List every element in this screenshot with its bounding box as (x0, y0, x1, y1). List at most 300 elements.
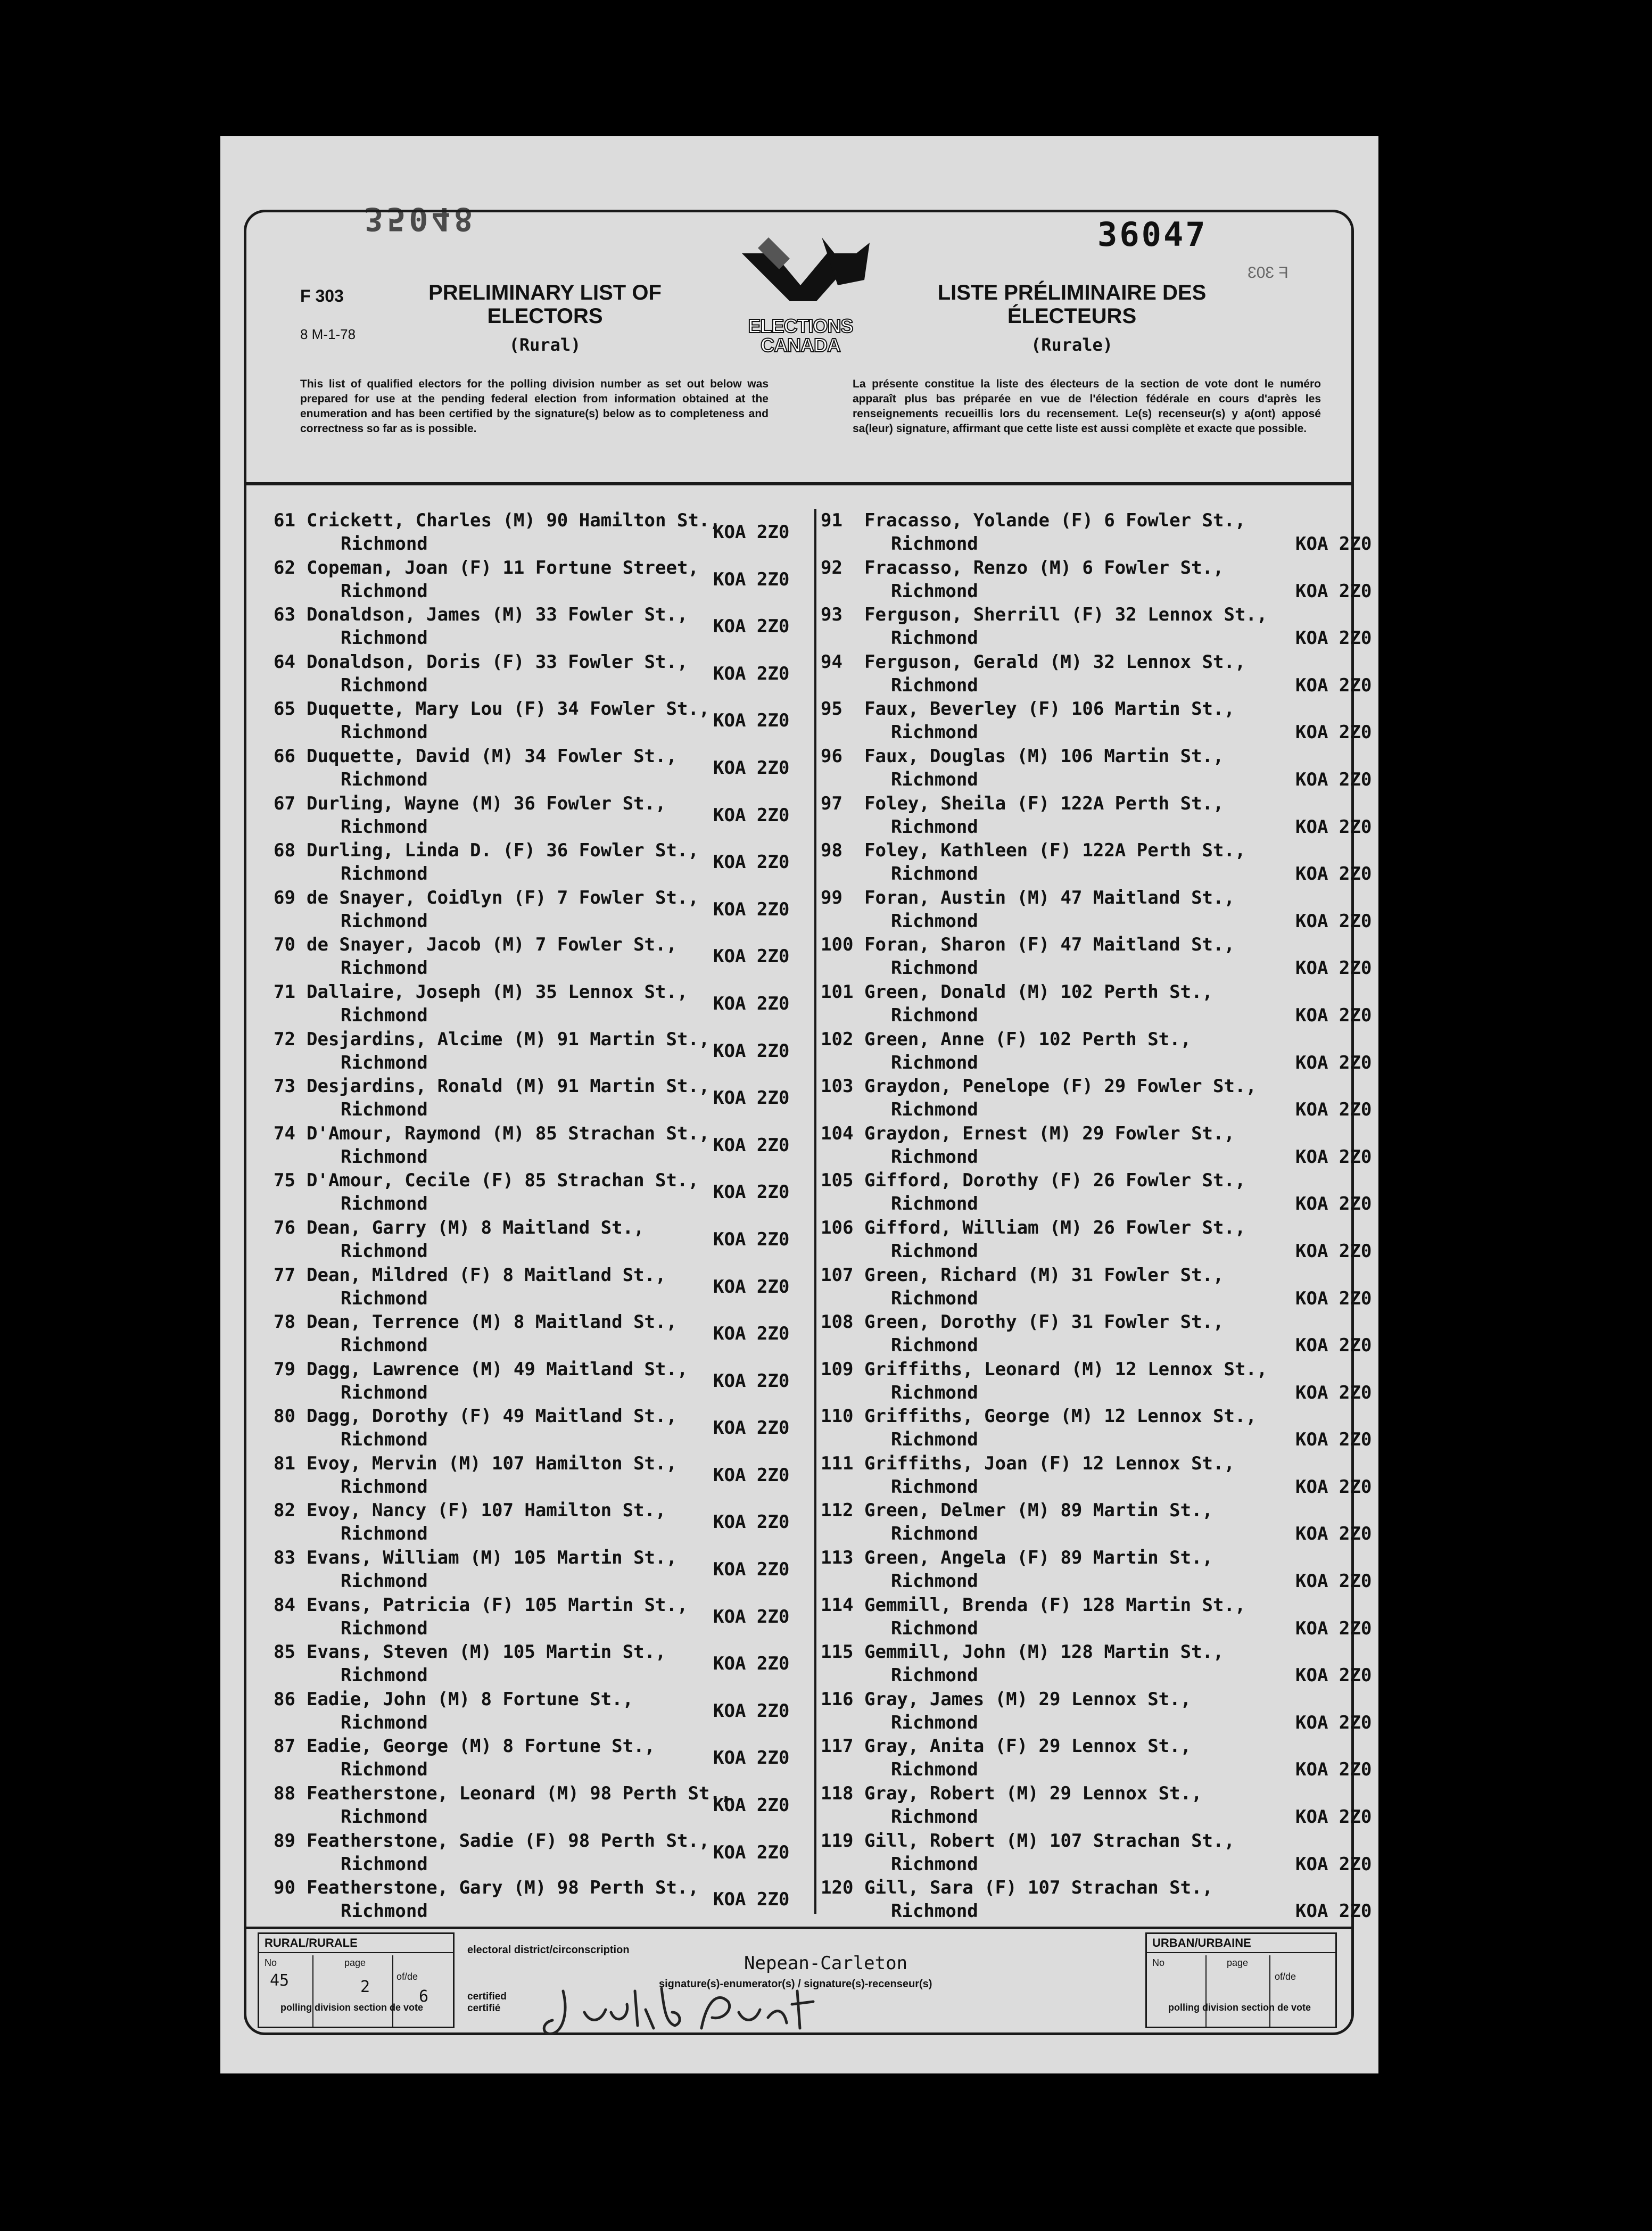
of-label: of/de (397, 1971, 418, 1982)
elector-postal-code: KOA 2Z0 (1295, 580, 1372, 602)
elector-name-address: D'Amour, Raymond (M) 85 Strachan St., (307, 1122, 710, 1144)
elector-number: 111 (821, 1452, 854, 1474)
elector-number: 112 (821, 1500, 854, 1522)
elector-name-address: Durling, Linda D. (F) 36 Fowler St., (307, 840, 699, 862)
elector-name-address: Dean, Terrence (M) 8 Maitland St., (307, 1311, 677, 1333)
elector-entry (821, 1829, 1372, 1877)
elector-number: 108 (821, 1311, 854, 1333)
elector-town: Richmond (341, 1335, 428, 1357)
elector-entry (274, 1876, 816, 1923)
elector-postal-code: KOA 2Z0 (1295, 674, 1372, 696)
elector-number: 99 (821, 887, 842, 908)
elector-postal-code: KOA 2Z0 (713, 804, 790, 826)
elector-number: 106 (821, 1217, 854, 1238)
elector-name-address: Faux, Beverley (F) 106 Martin St., (864, 698, 1235, 720)
urban-of-label: of/de (1275, 1971, 1296, 1982)
elector-town: Richmond (891, 1146, 978, 1168)
title-french-sub: (Rurale) (1030, 335, 1113, 355)
elector-entry (821, 933, 1372, 980)
elector-postal-code: KOA 2Z0 (1295, 1665, 1372, 1687)
elector-postal-code: KOA 2Z0 (713, 1276, 790, 1298)
elector-number: 79 (274, 1358, 295, 1380)
elector-name-address: Durling, Wayne (M) 36 Fowler St., (307, 792, 666, 814)
elector-town: Richmond (341, 1429, 428, 1451)
elector-postal-code: KOA 2Z0 (713, 1134, 790, 1156)
elector-name-address: Foley, Kathleen (F) 122A Perth St., (864, 840, 1246, 862)
elector-number: 64 (274, 651, 295, 673)
elector-postal-code: KOA 2Z0 (1295, 1806, 1372, 1828)
elector-town: Richmond (891, 1853, 978, 1875)
elector-entry (821, 1546, 1372, 1593)
urban-page-label: page (1227, 1957, 1249, 1968)
elector-town: Richmond (891, 1806, 978, 1828)
elector-entry (821, 1452, 1372, 1499)
elector-postal-code: KOA 2Z0 (713, 898, 790, 920)
box-divider (312, 1955, 313, 2028)
elector-postal-code: KOA 2Z0 (713, 1795, 790, 1816)
elector-number: 94 (821, 651, 842, 673)
elector-name-address: Faux, Douglas (M) 106 Martin St., (864, 745, 1224, 767)
elector-entry (821, 603, 1372, 650)
elector-postal-code: KOA 2Z0 (713, 1747, 790, 1769)
elector-town: Richmond (891, 1193, 978, 1215)
elector-entry (274, 1122, 816, 1169)
box-divider (1269, 1955, 1270, 2028)
elector-number: 84 (274, 1594, 295, 1616)
elector-entry (274, 650, 816, 698)
elector-number: 107 (821, 1264, 854, 1286)
elector-number: 80 (274, 1406, 295, 1427)
elector-number: 78 (274, 1311, 295, 1333)
elector-town: Richmond (891, 1617, 978, 1639)
elector-name-address: Green, Anne (F) 102 Perth St., (864, 1028, 1192, 1050)
notice-english: This list of qualified electors for the polling division number as set out below was prepared for use at the pending federal election from information obtained at the enumeration and has been certified by the signature(s) below as to completeness and correctness so far as is possible. (300, 378, 769, 435)
elector-number: 104 (821, 1122, 854, 1144)
elector-postal-code: KOA 2Z0 (713, 1228, 790, 1250)
elector-postal-code: KOA 2Z0 (1295, 533, 1372, 555)
elector-postal-code: KOA 2Z0 (713, 522, 790, 543)
elector-entry (274, 1358, 816, 1405)
elector-number: 91 (821, 510, 842, 531)
elector-number: 109 (821, 1358, 854, 1380)
elector-postal-code: KOA 2Z0 (1295, 1287, 1372, 1309)
elector-town: Richmond (891, 1476, 978, 1498)
elector-number: 116 (821, 1688, 854, 1710)
elector-name-address: Gill, Sara (F) 107 Strachan St., (864, 1877, 1213, 1899)
elector-entry (821, 1734, 1372, 1782)
elector-entry (821, 1263, 1372, 1311)
elector-number: 63 (274, 604, 295, 626)
elector-town: Richmond (341, 1146, 428, 1168)
notice-french: La présente constitue la liste des électeurs de la section de vote dont le numéro apparaît plus bas préparée en vue de l'élection fédérale en cours d'après les renseignements recueillis lors du recensement. Le(s) recenseur(s) y a(ont) apposé sa(leur) signature, affirmant que cette liste est aussi complète et exacte que possible. (853, 378, 1321, 435)
elector-number: 73 (274, 1076, 295, 1097)
elector-entry (274, 1734, 816, 1782)
header-divider (244, 482, 1354, 485)
elector-entry (821, 1216, 1372, 1263)
elector-town: Richmond (891, 1429, 978, 1451)
elector-postal-code: KOA 2Z0 (713, 1417, 790, 1439)
elector-entry (821, 1782, 1372, 1829)
elector-postal-code: KOA 2Z0 (1295, 1052, 1372, 1073)
elector-number: 110 (821, 1406, 854, 1427)
elector-number: 75 (274, 1170, 295, 1192)
elector-entry (821, 1876, 1372, 1923)
elector-name-address: Dagg, Lawrence (M) 49 Maitland St., (307, 1358, 688, 1380)
elector-number: 102 (821, 1028, 854, 1050)
elector-number: 95 (821, 698, 842, 720)
box-divider (1205, 1955, 1207, 2028)
elector-name-address: Dean, Garry (M) 8 Maitland St., (307, 1217, 645, 1238)
elector-name-address: Gray, Anita (F) 29 Lennox St., (864, 1736, 1192, 1757)
elector-name-address: Dean, Mildred (F) 8 Maitland St., (307, 1264, 666, 1286)
elector-town: Richmond (341, 1004, 428, 1026)
elector-postal-code: KOA 2Z0 (713, 1889, 790, 1911)
elector-town: Richmond (341, 1052, 428, 1073)
elector-number: 74 (274, 1122, 295, 1144)
elector-entry (821, 697, 1372, 745)
elector-entry (821, 745, 1372, 792)
elector-entry (821, 1122, 1372, 1169)
elector-town: Richmond (341, 533, 428, 555)
elector-number: 93 (821, 604, 842, 626)
elector-town: Richmond (341, 1806, 428, 1828)
elector-number: 66 (274, 745, 295, 767)
title-english (396, 281, 694, 357)
elector-postal-code: KOA 2Z0 (1295, 627, 1372, 649)
box-divider (392, 1955, 393, 2028)
elector-name-address: Green, Dorothy (F) 31 Fowler St., (864, 1311, 1224, 1333)
elector-name-address: Featherstone, Gary (M) 98 Perth St., (307, 1877, 699, 1899)
elector-entry (274, 980, 816, 1028)
elector-postal-code: KOA 2Z0 (1295, 1853, 1372, 1875)
elector-town: Richmond (891, 957, 978, 979)
elector-town: Richmond (891, 1571, 978, 1592)
elector-town: Richmond (891, 1335, 978, 1357)
elector-town: Richmond (891, 910, 978, 932)
elector-entry (274, 1688, 816, 1735)
elector-postal-code: KOA 2Z0 (713, 993, 790, 1014)
elector-town: Richmond (891, 1287, 978, 1309)
elector-number: 96 (821, 745, 842, 767)
elector-postal-code: KOA 2Z0 (713, 1087, 790, 1109)
elector-postal-code: KOA 2Z0 (713, 1841, 790, 1863)
elector-town: Richmond (341, 1382, 428, 1403)
elector-number: 113 (821, 1547, 854, 1569)
elector-name-address: Duquette, Mary Lou (F) 34 Fowler St., (307, 698, 710, 720)
elector-town: Richmond (891, 627, 978, 649)
elector-town: Richmond (341, 1712, 428, 1733)
form-footer (244, 1927, 1354, 2036)
elector-town: Richmond (341, 910, 428, 932)
elector-number: 117 (821, 1736, 854, 1757)
elector-entry (821, 509, 1372, 556)
elector-name-address: Ferguson, Gerald (M) 32 Lennox St., (864, 651, 1246, 673)
elector-town: Richmond (341, 1901, 428, 1922)
elector-postal-code: KOA 2Z0 (713, 1606, 790, 1627)
elector-town: Richmond (891, 1004, 978, 1026)
certified-label: certified certifié (467, 1991, 507, 2014)
elector-number: 115 (821, 1641, 854, 1663)
elector-name-address: Evans, William (M) 105 Martin St., (307, 1547, 677, 1569)
title-english-text: PRELIMINARY LIST OF ELECTORS (428, 281, 662, 328)
elector-name-address: Duquette, David (M) 34 Fowler St., (307, 745, 677, 767)
elector-name-address: Foran, Sharon (F) 47 Maitland St., (864, 934, 1235, 956)
elector-list-right (821, 509, 1372, 1923)
elector-number: 89 (274, 1830, 295, 1852)
elector-postal-code: KOA 2Z0 (713, 757, 790, 779)
elector-name-address: Evans, Steven (M) 105 Martin St., (307, 1641, 666, 1663)
page-total: 6 (419, 1987, 429, 2006)
elector-name-address: Desjardins, Ronald (M) 91 Martin St., (307, 1076, 710, 1097)
elector-town: Richmond (891, 1712, 978, 1733)
elector-name-address: Fracasso, Renzo (M) 6 Fowler St., (864, 557, 1224, 579)
district-name: Nepean-Carleton (744, 1953, 908, 1974)
elector-entry (274, 1499, 816, 1546)
elector-postal-code: KOA 2Z0 (1295, 1523, 1372, 1545)
elector-town: Richmond (891, 863, 978, 885)
elector-name-address: Green, Donald (M) 102 Perth St., (864, 981, 1213, 1003)
elector-number: 118 (821, 1783, 854, 1805)
elector-town: Richmond (891, 1240, 978, 1262)
elector-entry (274, 1546, 816, 1593)
elector-entry (274, 933, 816, 980)
elector-postal-code: KOA 2Z0 (1295, 1571, 1372, 1592)
elector-postal-code: KOA 2Z0 (1295, 910, 1372, 932)
elector-number: 105 (821, 1170, 854, 1192)
elector-town: Richmond (341, 722, 428, 743)
elector-name-address: Ferguson, Sherrill (F) 32 Lennox St., (864, 604, 1268, 626)
page-label: page (344, 1957, 366, 1968)
elector-number: 69 (274, 887, 295, 908)
elector-number: 82 (274, 1500, 295, 1522)
elector-name-address: Donaldson, James (M) 33 Fowler St., (307, 604, 688, 626)
elector-name-address: Gemmill, John (M) 128 Martin St., (864, 1641, 1224, 1663)
elector-entry (274, 1216, 816, 1263)
elector-entry (821, 1075, 1372, 1122)
elector-number: 67 (274, 792, 295, 814)
elector-postal-code: KOA 2Z0 (1295, 1004, 1372, 1026)
elector-town: Richmond (341, 1665, 428, 1687)
elector-name-address: Gray, James (M) 29 Lennox St., (864, 1688, 1192, 1710)
elector-number: 120 (821, 1877, 854, 1899)
elector-name-address: Desjardins, Alcime (M) 91 Martin St., (307, 1028, 710, 1050)
elector-postal-code: KOA 2Z0 (713, 852, 790, 873)
elector-town: Richmond (341, 1523, 428, 1545)
title-english-sub: (Rural) (509, 335, 581, 355)
elector-name-address: de Snayer, Coidlyn (F) 7 Fowler St., (307, 887, 699, 908)
elector-name-address: Eadie, John (M) 8 Fortune St., (307, 1688, 634, 1710)
elector-name-address: Griffiths, George (M) 12 Lennox St., (864, 1406, 1257, 1427)
rural-title: RURAL/RURALE (259, 1934, 453, 1953)
page-number: 2 (360, 1978, 370, 1996)
elector-number: 72 (274, 1028, 295, 1050)
elector-entry (821, 1310, 1372, 1358)
title-french-text: LISTE PRÉLIMINAIRE DES ÉLECTEURS (937, 281, 1207, 328)
elector-postal-code: KOA 2Z0 (713, 1040, 790, 1062)
logo-word-canada: CANADA (761, 334, 840, 356)
elector-town: Richmond (341, 1099, 428, 1121)
elector-number: 81 (274, 1452, 295, 1474)
elector-postal-code: KOA 2Z0 (713, 616, 790, 638)
elector-number: 77 (274, 1264, 295, 1286)
elector-name-address: Graydon, Penelope (F) 29 Fowler St., (864, 1076, 1257, 1097)
logo-x-mark-icon (710, 232, 891, 323)
elector-postal-code: KOA 2Z0 (713, 1181, 790, 1203)
elector-postal-code: KOA 2Z0 (713, 1700, 790, 1722)
elector-town: Richmond (891, 1523, 978, 1545)
elector-entry (274, 1452, 816, 1499)
elector-postal-code: KOA 2Z0 (713, 663, 790, 684)
elector-name-address: Graydon, Ernest (M) 29 Fowler St., (864, 1122, 1235, 1144)
elector-entry (274, 697, 816, 745)
elector-name-address: Green, Angela (F) 89 Martin St., (864, 1547, 1213, 1569)
document-sheet (220, 136, 1378, 2073)
urban-polling-division-label: polling division section de vote (1168, 2002, 1311, 2013)
elector-name-address: Featherstone, Sadie (F) 98 Perth St., (307, 1830, 710, 1852)
elector-entry (821, 1593, 1372, 1641)
elector-name-address: Green, Delmer (M) 89 Martin St., (864, 1500, 1213, 1522)
elector-number: 101 (821, 981, 854, 1003)
elector-town: Richmond (341, 863, 428, 885)
elector-number: 88 (274, 1783, 295, 1805)
elector-name-address: Griffiths, Joan (F) 12 Lennox St., (864, 1452, 1235, 1474)
elector-town: Richmond (341, 957, 428, 979)
elector-name-address: Fracasso, Yolande (F) 6 Fowler St., (864, 510, 1246, 531)
elector-postal-code: KOA 2Z0 (1295, 1193, 1372, 1215)
elector-town: Richmond (341, 1571, 428, 1592)
elector-number: 97 (821, 792, 842, 814)
district-label: electoral district/circonscription (467, 1944, 630, 1956)
elector-entry (821, 886, 1372, 933)
elector-name-address: Dallaire, Joseph (M) 35 Lennox St., (307, 981, 688, 1003)
elector-number: 86 (274, 1688, 295, 1710)
elector-entry (274, 1169, 816, 1216)
elector-number: 92 (821, 557, 842, 579)
elector-entry (274, 509, 816, 556)
elector-name-address: Dagg, Dorothy (F) 49 Maitland St., (307, 1406, 677, 1427)
elector-name-address: Evans, Patricia (F) 105 Martin St., (307, 1594, 688, 1616)
elector-town: Richmond (341, 1193, 428, 1215)
elector-name-address: Donaldson, Doris (F) 33 Fowler St., (307, 651, 688, 673)
elector-town: Richmond (891, 580, 978, 602)
elector-name-address: Copeman, Joan (F) 11 Fortune Street, (307, 557, 699, 579)
elector-postal-code: KOA 2Z0 (1295, 1099, 1372, 1121)
elector-entry (274, 1593, 816, 1641)
elector-postal-code: KOA 2Z0 (713, 1370, 790, 1392)
elector-name-address: Gemmill, Brenda (F) 128 Martin St., (864, 1594, 1246, 1616)
elector-entry (274, 556, 816, 604)
elector-number: 62 (274, 557, 295, 579)
elector-number: 68 (274, 840, 295, 862)
elector-town: Richmond (341, 627, 428, 649)
elector-entry (274, 1829, 816, 1877)
serial-number-ghost: 35048 (364, 200, 476, 237)
elector-postal-code: KOA 2Z0 (1295, 816, 1372, 838)
elector-town: Richmond (341, 1853, 428, 1875)
elector-town: Richmond (891, 674, 978, 696)
elector-town: Richmond (341, 674, 428, 696)
elector-town: Richmond (891, 533, 978, 555)
elector-name-address: Crickett, Charles (M) 90 Hamilton St., (307, 510, 721, 531)
elector-entry (821, 1499, 1372, 1546)
elector-town: Richmond (341, 769, 428, 790)
elector-name-address: Foley, Sheila (F) 122A Perth St., (864, 792, 1224, 814)
title-french (918, 281, 1226, 357)
elector-entry (821, 1404, 1372, 1452)
division-number: 45 (270, 1971, 290, 1990)
elector-postal-code: KOA 2Z0 (1295, 1901, 1372, 1922)
elector-postal-code: KOA 2Z0 (1295, 1382, 1372, 1403)
elector-postal-code: KOA 2Z0 (713, 1653, 790, 1675)
elector-town: Richmond (341, 816, 428, 838)
elector-entry (274, 886, 816, 933)
elector-entry (274, 745, 816, 792)
elector-number: 83 (274, 1547, 295, 1569)
elector-town: Richmond (341, 1287, 428, 1309)
elector-number: 65 (274, 698, 295, 720)
elector-town: Richmond (341, 1476, 428, 1498)
elector-postal-code: KOA 2Z0 (713, 946, 790, 968)
elector-town: Richmond (341, 1240, 428, 1262)
elector-town: Richmond (341, 1617, 428, 1639)
serial-number: 36047 (1097, 215, 1208, 254)
elector-postal-code: KOA 2Z0 (1295, 1146, 1372, 1168)
elector-name-address: Gray, Robert (M) 29 Lennox St., (864, 1783, 1202, 1805)
elector-town: Richmond (891, 1759, 978, 1781)
elector-postal-code: KOA 2Z0 (713, 568, 790, 590)
urban-title: URBAN/URBAINE (1147, 1934, 1335, 1953)
form-date: 8 M-1-78 (300, 326, 356, 342)
elector-entry (821, 556, 1372, 604)
elector-number: 119 (821, 1830, 854, 1852)
elector-postal-code: KOA 2Z0 (1295, 1335, 1372, 1357)
elector-name-address: D'Amour, Cecile (F) 85 Strachan St., (307, 1170, 699, 1192)
elector-entry (821, 792, 1372, 839)
elector-entry (274, 1310, 816, 1358)
form-id (300, 286, 356, 343)
elector-town: Richmond (341, 1759, 428, 1781)
elector-entry (821, 1169, 1372, 1216)
elector-number: 71 (274, 981, 295, 1003)
elector-entry (821, 980, 1372, 1028)
elector-postal-code: KOA 2Z0 (1295, 1429, 1372, 1451)
elector-name-address: Gill, Robert (M) 107 Strachan St., (864, 1830, 1235, 1852)
elector-entry (274, 1075, 816, 1122)
elector-postal-code: KOA 2Z0 (713, 1323, 790, 1345)
elector-entry (821, 1640, 1372, 1688)
elector-entry (274, 1263, 816, 1311)
elector-name-address: Green, Richard (M) 31 Fowler St., (864, 1264, 1224, 1286)
elector-name-address: Featherstone, Leonard (M) 98 Perth St., (307, 1783, 732, 1805)
elector-name-address: Evoy, Nancy (F) 107 Hamilton St., (307, 1500, 666, 1522)
elector-postal-code: KOA 2Z0 (713, 1559, 790, 1581)
elector-entry (274, 1028, 816, 1075)
elector-name-address: Gifford, William (M) 26 Fowler St., (864, 1217, 1246, 1238)
elector-postal-code: KOA 2Z0 (1295, 769, 1372, 790)
elector-town: Richmond (891, 1052, 978, 1073)
elector-entry (821, 650, 1372, 698)
elector-name-address: Griffiths, Leonard (M) 12 Lennox St., (864, 1358, 1268, 1380)
elector-town: Richmond (891, 1901, 978, 1922)
form-code-ghost: F 303 (1248, 264, 1288, 282)
elector-number: 85 (274, 1641, 295, 1663)
elector-name-address: de Snayer, Jacob (M) 7 Fowler St., (307, 934, 677, 956)
elector-number: 98 (821, 840, 842, 862)
elector-entry (821, 839, 1372, 886)
elector-entry (274, 1640, 816, 1688)
elector-town: Richmond (891, 1382, 978, 1403)
elector-town: Richmond (891, 1665, 978, 1687)
